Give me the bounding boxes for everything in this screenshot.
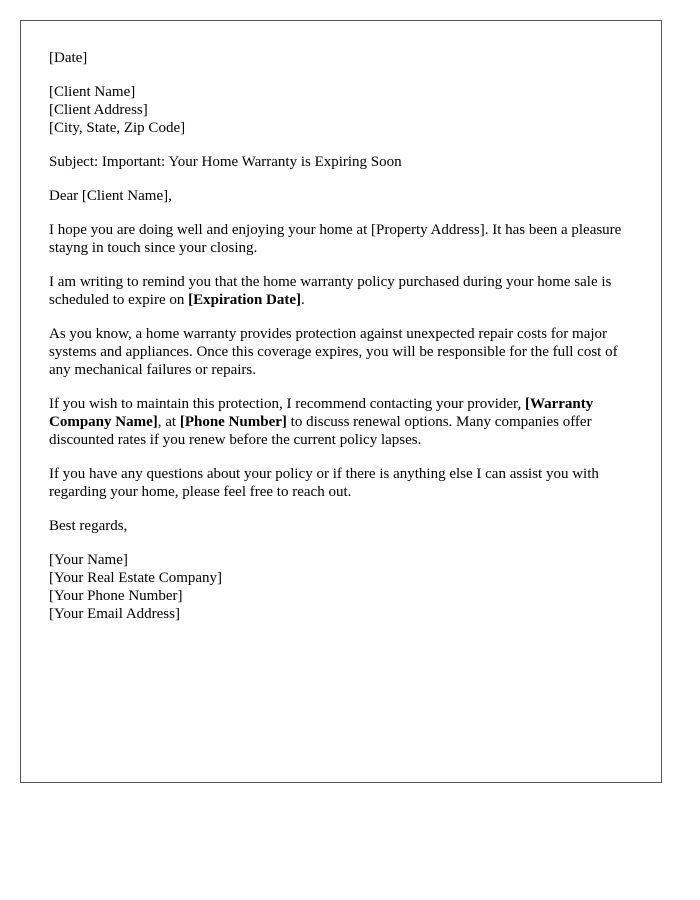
subject-line: Subject: Important: Your Home Warranty is Expiring Soon: [49, 154, 402, 170]
warranty-company-name: [Warranty Company Name]: [49, 396, 594, 430]
paragraph-4-end: to discuss renewal options. Many companies offer discounted rates if you renew before the current policy lapses.: [49, 414, 592, 448]
salutation: Dear [Client Name],: [49, 188, 172, 204]
expiration-date: [Expiration Date]: [188, 292, 302, 308]
paragraph-2: [49, 273, 632, 309]
paragraph-2-text: I am writing to remind you that the home warranty policy purchased during your home sale is scheduled to expire on: [49, 274, 612, 308]
signature-name: [Your Name]: [49, 552, 128, 568]
signature-email: [Your Email Address]: [49, 606, 180, 622]
paragraph-4-at: , at: [157, 414, 180, 430]
paragraph-4: [49, 395, 632, 449]
signature-company: [Your Real Estate Company]: [49, 570, 223, 586]
closing: Best regards,: [49, 518, 128, 534]
paragraph-1: I hope you are doing well and enjoying your home at [Property Address]. It has been a pleasure stayng in touch since your closing.: [49, 222, 622, 256]
signature-phone: [Your Phone Number]: [49, 588, 183, 604]
paragraph-4-text: If you wish to maintain this protection, I recommend contacting your provider,: [49, 396, 525, 412]
recipient-address: [Client Address]: [49, 102, 148, 118]
paragraph-2-end: .: [301, 292, 305, 308]
paragraph-5: If you have any questions about your policy or if there is anything else I can assist you with regarding your home, please feel free to reach out.: [49, 466, 599, 500]
signature-block: [49, 551, 632, 623]
phone-number: [Phone Number]: [179, 414, 287, 430]
paragraph-3: As you know, a home warranty provides protection against unexpected repair costs for major systems and appliances. Once this coverage expires, you will be responsible for the full cost of any mechanical failures or repairs.: [49, 326, 618, 378]
recipient-block: [49, 83, 632, 137]
recipient-name: [Client Name]: [49, 84, 136, 100]
letter: [20, 20, 662, 783]
recipient-city-state-zip: [City, State, Zip Code]: [49, 120, 186, 136]
date: [Date]: [49, 50, 88, 66]
